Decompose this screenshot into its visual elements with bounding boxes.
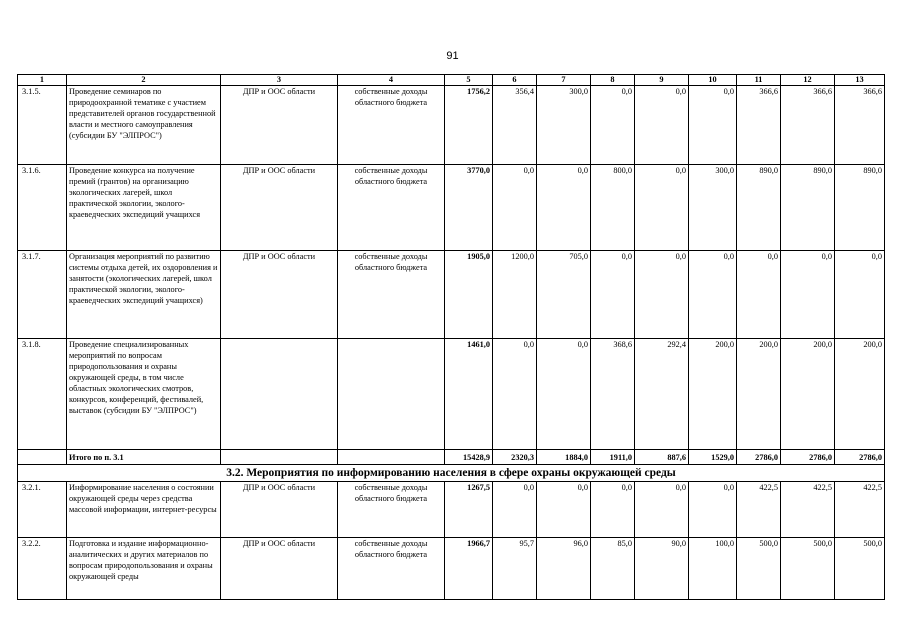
table-row (18, 482, 885, 538)
value-cell: 422,5 (781, 482, 835, 538)
value-cell: 0,0 (737, 251, 781, 339)
header-cell: 1 (18, 75, 67, 86)
empty-cell (338, 450, 445, 465)
executor: ДПР и ООС области (221, 251, 338, 339)
value-cell: 890,0 (835, 165, 885, 251)
value-cell: 292,4 (635, 339, 689, 450)
executor: ДПР и ООС области (221, 165, 338, 251)
value-cell: 1461,0 (445, 339, 493, 450)
value-cell: 366,6 (835, 86, 885, 165)
empty-cell (221, 450, 338, 465)
value-cell: 0,0 (537, 482, 591, 538)
value-cell: 200,0 (737, 339, 781, 450)
table-row (18, 165, 885, 251)
header-cell: 12 (781, 75, 835, 86)
total-value: 2786,0 (737, 450, 781, 465)
header-cell: 9 (635, 75, 689, 86)
value-cell: 1756,2 (445, 86, 493, 165)
table-row (18, 86, 885, 165)
table-row (18, 339, 885, 450)
value-cell: 0,0 (493, 482, 537, 538)
item-number: 3.1.6. (18, 165, 67, 251)
value-cell: 890,0 (781, 165, 835, 251)
funding-source: собственные доходы областного бюджета (338, 165, 445, 251)
funding-source: собственные доходы областного бюджета (338, 538, 445, 600)
table-row (18, 251, 885, 339)
value-cell: 0,0 (537, 339, 591, 450)
total-row (18, 450, 885, 465)
funding-source: собственные доходы областного бюджета (338, 251, 445, 339)
executor: ДПР и ООС области (221, 86, 338, 165)
item-name: Проведение конкурса на получение премий (грантов) на организацию экологических лагерей, школ практической экологии, эколого-краеведческих экспедиций учащихся (67, 165, 221, 251)
value-cell: 300,0 (689, 165, 737, 251)
header-cell: 5 (445, 75, 493, 86)
value-cell: 200,0 (781, 339, 835, 450)
header-row (18, 75, 885, 86)
total-value: 2786,0 (781, 450, 835, 465)
value-cell: 0,0 (689, 251, 737, 339)
value-cell: 0,0 (835, 251, 885, 339)
funding-source: собственные доходы областного бюджета (338, 482, 445, 538)
item-name: Организация мероприятий по развитию системы отдыха детей, их оздоровления и занятости (экологических лагерей, школ практической экологии, эколого-краеведческих экспедиций учащихся) (67, 251, 221, 339)
item-number: 3.2.1. (18, 482, 67, 538)
item-number: 3.1.8. (18, 339, 67, 450)
executor (221, 339, 338, 450)
value-cell: 500,0 (781, 538, 835, 600)
value-cell: 85,0 (591, 538, 635, 600)
value-cell: 800,0 (591, 165, 635, 251)
value-cell: 1200,0 (493, 251, 537, 339)
executor: ДПР и ООС области (221, 538, 338, 600)
value-cell: 1966,7 (445, 538, 493, 600)
value-cell: 0,0 (689, 86, 737, 165)
value-cell: 3770,0 (445, 165, 493, 251)
value-cell: 422,5 (835, 482, 885, 538)
header-cell: 8 (591, 75, 635, 86)
header-cell: 13 (835, 75, 885, 86)
total-value: 2320,3 (493, 450, 537, 465)
empty-cell (18, 450, 67, 465)
value-cell: 500,0 (835, 538, 885, 600)
funding-source (338, 339, 445, 450)
page-number: 91 (446, 50, 459, 62)
total-value: 1884,0 (537, 450, 591, 465)
value-cell: 0,0 (493, 339, 537, 450)
total-label: Итого по п. 3.1 (67, 450, 221, 465)
total-value: 887,6 (635, 450, 689, 465)
item-name: Информирование населения о состоянии окружающей среды через средства массовой информации, интернет-ресурсы (67, 482, 221, 538)
value-cell: 0,0 (635, 165, 689, 251)
header-cell: 4 (338, 75, 445, 86)
total-value: 1911,0 (591, 450, 635, 465)
value-cell: 705,0 (537, 251, 591, 339)
value-cell: 890,0 (737, 165, 781, 251)
value-cell: 90,0 (635, 538, 689, 600)
budget-table (17, 74, 885, 600)
value-cell: 300,0 (537, 86, 591, 165)
value-cell: 95,7 (493, 538, 537, 600)
item-name: Проведение специализированных мероприятий по вопросам природопользования и охраны окружающей среды, в том числе областных экологических смотров, конкурсов, конференций, фестивалей, выставок (субсидии БУ "ЭЛПРОС") (67, 339, 221, 450)
value-cell: 100,0 (689, 538, 737, 600)
header-cell: 10 (689, 75, 737, 86)
header-cell: 3 (221, 75, 338, 86)
value-cell: 368,6 (591, 339, 635, 450)
value-cell: 0,0 (635, 251, 689, 339)
value-cell: 200,0 (835, 339, 885, 450)
value-cell: 366,6 (781, 86, 835, 165)
value-cell: 0,0 (781, 251, 835, 339)
header-cell: 7 (537, 75, 591, 86)
section-title: 3.2. Мероприятия по информированию населения в сфере охраны окружающей среды (18, 465, 885, 482)
value-cell: 1267,5 (445, 482, 493, 538)
funding-source: собственные доходы областного бюджета (338, 86, 445, 165)
section-row (18, 465, 885, 482)
value-cell: 0,0 (591, 86, 635, 165)
value-cell: 0,0 (591, 251, 635, 339)
executor: ДПР и ООС области (221, 482, 338, 538)
value-cell: 422,5 (737, 482, 781, 538)
total-value: 1529,0 (689, 450, 737, 465)
value-cell: 366,6 (737, 86, 781, 165)
value-cell: 0,0 (537, 165, 591, 251)
total-value: 2786,0 (835, 450, 885, 465)
item-number: 3.1.5. (18, 86, 67, 165)
header-cell: 6 (493, 75, 537, 86)
item-number: 3.2.2. (18, 538, 67, 600)
value-cell: 1905,0 (445, 251, 493, 339)
value-cell: 0,0 (689, 482, 737, 538)
value-cell: 500,0 (737, 538, 781, 600)
value-cell: 200,0 (689, 339, 737, 450)
table-row (18, 538, 885, 600)
total-value: 15428,9 (445, 450, 493, 465)
item-name: Подготовка и издание информационно-аналитических и других материалов по вопросам природопользования и охраны окружающей среды (67, 538, 221, 600)
value-cell: 356,4 (493, 86, 537, 165)
header-cell: 2 (67, 75, 221, 86)
item-name: Проведение семинаров по природоохранной тематике с участием представителей органов государственной власти и местного самоуправления (субсидии БУ "ЭЛПРОС") (67, 86, 221, 165)
item-number: 3.1.7. (18, 251, 67, 339)
value-cell: 0,0 (591, 482, 635, 538)
header-cell: 11 (737, 75, 781, 86)
value-cell: 96,0 (537, 538, 591, 600)
value-cell: 0,0 (635, 86, 689, 165)
value-cell: 0,0 (635, 482, 689, 538)
value-cell: 0,0 (493, 165, 537, 251)
